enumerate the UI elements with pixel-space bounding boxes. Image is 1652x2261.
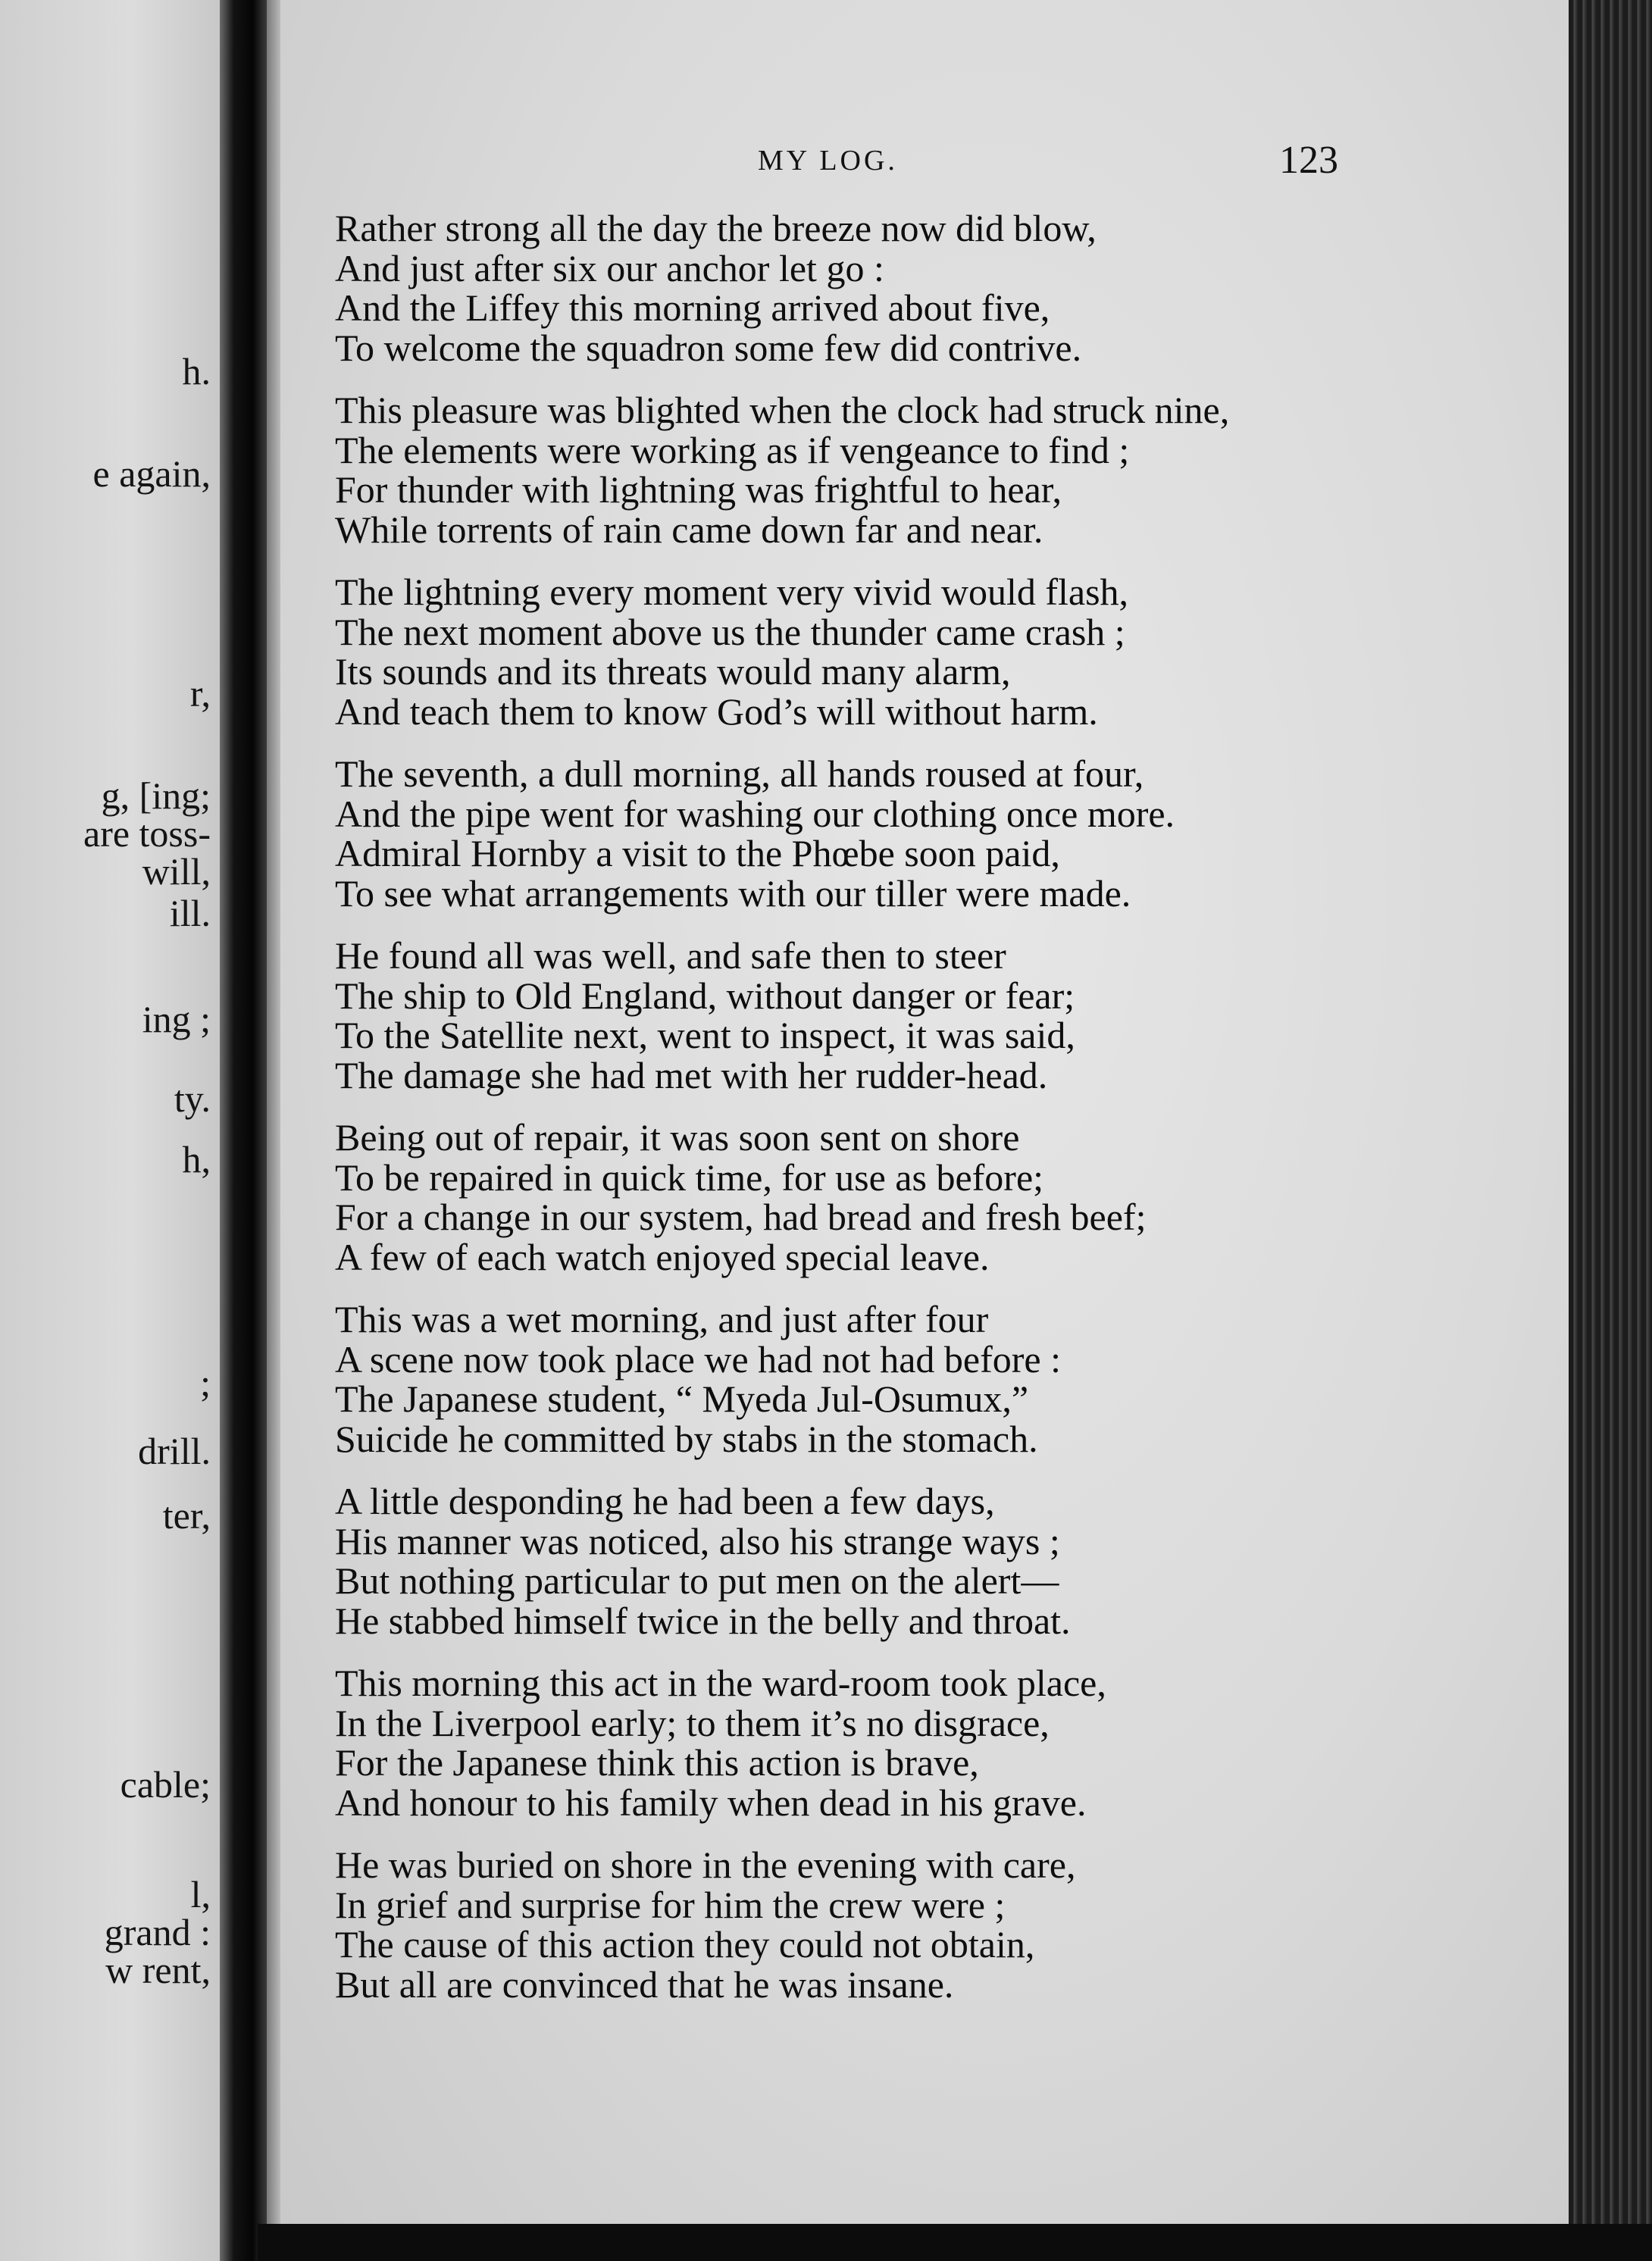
poem-line: But nothing particular to put men on the alert— bbox=[335, 1559, 1059, 1602]
poem-line: A few of each watch enjoyed special leave. bbox=[335, 1235, 990, 1278]
poem-line: In the Liverpool early; to them it’s no disgrace, bbox=[335, 1701, 1050, 1744]
poem-line: This morning this act in the ward-room took place, bbox=[335, 1662, 1106, 1704]
poem-line: To see what arrangements with our tiller were made. bbox=[335, 871, 1131, 915]
previous-page-fragment: will, bbox=[142, 850, 211, 893]
previous-page-fragment: e again, bbox=[92, 452, 211, 495]
previous-page-fragment: ; bbox=[200, 1362, 211, 1404]
previous-page-fragment: l, bbox=[190, 1873, 211, 1915]
poem-line: The lightning every moment very vivid would flash, bbox=[335, 571, 1129, 613]
poem-line: A little desponding he had been a few days, bbox=[335, 1480, 995, 1522]
previous-page bbox=[0, 0, 220, 2261]
stanza bbox=[335, 390, 1426, 549]
book-page bbox=[280, 0, 1569, 2224]
poem-line: And teach them to know God’s will without harm. bbox=[335, 690, 1098, 733]
previous-page-fragment: ill. bbox=[169, 892, 211, 934]
previous-page-fragment: h. bbox=[182, 350, 211, 392]
poem-line: He found all was well, and safe then to steer bbox=[335, 934, 1006, 977]
gutter-shadow bbox=[267, 0, 280, 2261]
previous-page-fragment: are toss- bbox=[83, 812, 211, 855]
poem-line: And the pipe went for washing our clothing once more. bbox=[335, 792, 1175, 835]
poem-line: The next moment above us the thunder came crash ; bbox=[335, 610, 1125, 653]
poem-line: Suicide he committed by stabs in the stomach. bbox=[335, 1417, 1038, 1460]
stanza bbox=[335, 754, 1426, 913]
stanza bbox=[335, 936, 1426, 1095]
page-header bbox=[280, 136, 1569, 182]
poem-line: To be repaired in quick time, for use as before; bbox=[335, 1156, 1044, 1199]
poem-line: The cause of this action they could not obtain, bbox=[335, 1923, 1035, 1965]
poem-line: Rather strong all the day the breeze now did blow, bbox=[335, 207, 1097, 249]
poem-line: His manner was noticed, also his strange ways ; bbox=[335, 1519, 1060, 1562]
previous-page-fragment: ty. bbox=[174, 1077, 211, 1120]
poem-line: He stabbed himself twice in the belly and throat. bbox=[335, 1599, 1071, 1642]
poem-line: And just after six our anchor let go : bbox=[335, 246, 884, 289]
poem-line: Admiral Hornby a visit to the Phœbe soon paid, bbox=[335, 832, 1060, 874]
poem-line: Being out of repair, it was soon sent on shore bbox=[335, 1116, 1020, 1159]
poem-line: This was a wet morning, and just after four bbox=[335, 1298, 989, 1340]
previous-page-fragment: h, bbox=[182, 1138, 211, 1181]
poem-line: The damage she had met with her rudder-head. bbox=[335, 1053, 1048, 1096]
stanza bbox=[335, 1118, 1426, 1277]
poem-line: This pleasure was blighted when the clock had struck nine, bbox=[335, 389, 1230, 431]
stanza bbox=[335, 572, 1426, 731]
poem-line: The seventh, a dull morning, all hands roused at four, bbox=[335, 752, 1144, 795]
poem-line: In grief and surprise for him the crew were ; bbox=[335, 1883, 1006, 1926]
poem-line: Its sounds and its threats would many alarm, bbox=[335, 650, 1011, 693]
stanza bbox=[335, 1299, 1426, 1459]
previous-page-fragment: r, bbox=[189, 672, 211, 715]
poem-line: To the Satellite next, went to inspect, it was said, bbox=[335, 1014, 1075, 1056]
poem-line: To welcome the squadron some few did contrive. bbox=[335, 326, 1082, 369]
poem-line: A scene now took place we had not had before : bbox=[335, 1337, 1062, 1381]
poem-body bbox=[335, 208, 1426, 2027]
previous-page-fragment: ing ; bbox=[142, 998, 211, 1040]
poem-line: He was buried on shore in the evening with care, bbox=[335, 1844, 1076, 1886]
previous-page-fragment: cable; bbox=[120, 1763, 211, 1806]
poem-line: While torrents of rain came down far and near. bbox=[335, 508, 1043, 551]
poem-line: But all are convinced that he was insane. bbox=[335, 1962, 954, 2006]
poem-line: And the Liffey this morning arrived about five, bbox=[335, 286, 1050, 329]
previous-page-fragment: g, [ing; bbox=[101, 774, 211, 817]
previous-page-fragment: w rent, bbox=[105, 1949, 211, 1991]
poem-line: For the Japanese think this action is brave, bbox=[335, 1741, 979, 1784]
previous-page-fragment: ter, bbox=[162, 1494, 211, 1537]
poem-line: For thunder with lightning was frightful to hear, bbox=[335, 468, 1062, 511]
poem-line: The ship to Old England, without danger or fear; bbox=[335, 974, 1075, 1017]
poem-line: For a change in our system, had bread and fresh beef; bbox=[335, 1196, 1147, 1238]
page-number: 123 bbox=[1279, 139, 1338, 182]
page-bottom-edge bbox=[258, 2224, 1652, 2261]
stanza bbox=[335, 1845, 1426, 2004]
poem-line: The Japanese student, “ Myeda Jul-Osumux,” bbox=[335, 1378, 1029, 1420]
poem-line: And honour to his family when dead in his grave. bbox=[335, 1781, 1087, 1824]
previous-page-fragment: drill. bbox=[138, 1430, 211, 1472]
stanza bbox=[335, 1663, 1426, 1822]
poem-line: The elements were working as if vengeance to find ; bbox=[335, 428, 1130, 471]
stanza bbox=[335, 208, 1426, 367]
previous-page-fragment: grand : bbox=[104, 1911, 211, 1953]
running-head: MY LOG. bbox=[758, 145, 898, 177]
stanza bbox=[335, 1481, 1426, 1640]
book-gutter bbox=[220, 0, 267, 2261]
page-edges bbox=[1569, 0, 1652, 2261]
